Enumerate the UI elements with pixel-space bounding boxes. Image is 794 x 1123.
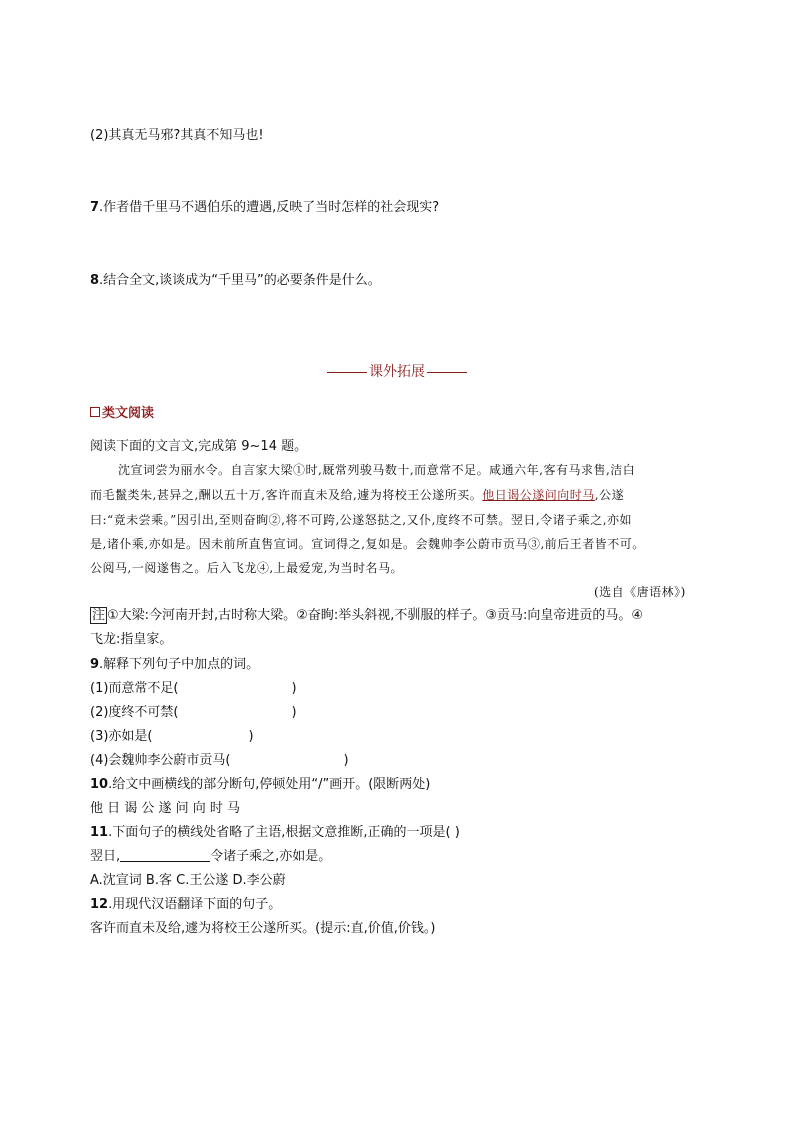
question-11 (90, 821, 460, 840)
q6-item-2: (2)其真无马邪?其真不知马也! (90, 128, 264, 143)
notes-line-1 (90, 604, 643, 623)
question-8-text: .结合全文,谈谈成为“千里马”的必要条件是什么。 (99, 273, 381, 288)
question-9 (90, 653, 259, 672)
passage-line-1: 沈宣词尝为丽水令。自言家大梁①时,厩常列骏马数十,而意常不足。咸通六年,客有马求售,洁白 (118, 463, 636, 477)
q9-item-4: (4)会魏帅李公蔚市贡马( ) (90, 753, 349, 768)
notes-line-2: 飞龙:指皇家。 (90, 632, 173, 647)
section-title (0, 361, 794, 381)
reading-instruction: 阅读下面的文言文,完成第 9~14 题。 (90, 439, 308, 454)
square-bullet-icon (90, 407, 100, 417)
q9-item-3: (3)亦如是( ) (90, 729, 254, 744)
title-rule-left (327, 372, 367, 373)
passage-line-2: 而毛鬣类朱,甚异之,酬以五十万,客许而直未及给,遽为将校王公遂所买。他日谒公遂问向时马,公遂 (90, 488, 625, 502)
section-title-text: 课外拓展 (369, 364, 425, 380)
passage-line-5: 公阅马,一阅遂售之。后入飞龙④,上最爱宠,为当时名马。 (90, 561, 403, 575)
subsection-heading (90, 402, 154, 421)
question-11-text: .下面句子的横线处省略了主语,根据文意推断,正确的一项是( ) (108, 825, 460, 840)
question-9-number: 9 (90, 657, 100, 672)
answer-blank[interactable] (120, 849, 210, 862)
question-7 (90, 196, 439, 215)
underlined-sentence: 他日谒公遂问向时马 (482, 488, 595, 502)
passage-line-3: 曰:“竟未尝乘。”因引出,至则奋眴②,将不可跨,公遂怒挞之,又仆,度终不可禁。翌日,令诸子乘之,亦如 (90, 513, 633, 527)
question-7-number: 7 (90, 200, 100, 215)
question-7-text: .作者借千里马不遇伯乐的遭遇,反映了当时怎样的社会现实? (99, 200, 440, 215)
question-10-text: .给文中画横线的部分断句,停顿处用“/”画开。(限断两处) (108, 777, 431, 792)
question-12 (90, 893, 281, 912)
notes-label: 注 (92, 608, 106, 623)
q11-options: A.沈宣词 B.客 C.王公遂 D.李公蔚 (90, 873, 286, 888)
passage-source: (选自《唐语林》) (594, 585, 686, 599)
subsection-heading-text: 类文阅读 (102, 406, 155, 421)
question-9-text: .解释下列句子中加点的词。 (99, 657, 260, 672)
q9-item-2: (2)度终不可禁( ) (90, 705, 297, 720)
question-8 (90, 269, 381, 288)
passage-line-4: 是,诸仆乘,亦如是。因未前所直售宣词。宣词得之,复如是。会魏帅李公蔚市贡马③,前后王者皆不可。 (90, 537, 645, 551)
notes-text-1: ①大梁:今河南开封,古时称大梁。②奋眴:举头斜视,不驯服的样子。③贡马:向皇帝进贡的马。④ (107, 608, 644, 623)
question-10-number: 10 (90, 777, 109, 792)
question-10 (90, 773, 430, 792)
title-rule-right (427, 372, 467, 373)
q10-sentence: 他 日 谒 公 遂 问 向 时 马 (90, 801, 241, 816)
question-12-number: 12 (90, 897, 109, 912)
q12-sentence: 客许而直未及给,遽为将校王公遂所买。(提示:直,价值,价钱。) (90, 921, 436, 936)
question-12-text: .用现代汉语翻译下面的句子。 (108, 897, 282, 912)
question-11-number: 11 (90, 825, 109, 840)
question-8-number: 8 (90, 273, 100, 288)
q9-item-1: (1)而意常不足( ) (90, 681, 297, 696)
q11-sentence: 翌日, 令诸子乘之,亦如是。 (90, 849, 332, 864)
